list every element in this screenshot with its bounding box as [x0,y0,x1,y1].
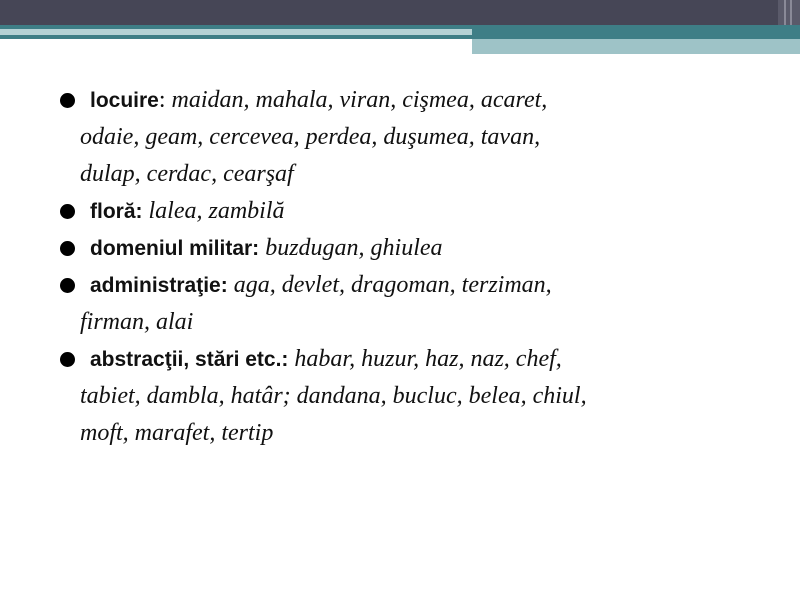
item-words: moft, marafet, tertip [80,420,274,446]
item-label: domeniul militar: [90,237,260,260]
bullet-icon [60,278,75,293]
item-words: habar, huzur, haz, naz, chef, [294,346,562,372]
header-accent-tab-light [472,39,800,54]
bullet-icon [60,204,75,219]
item-words: firman, alai [80,309,194,335]
header-bar-corner [778,0,800,25]
item-label: locuire [90,89,159,112]
list-item [60,267,760,341]
item-words: maidan, mahala, viran, cişmea, acaret, [171,87,548,113]
header-accent-highlight [0,29,472,35]
bullet-icon [60,93,75,108]
list-item [60,193,760,230]
bullet-icon [60,241,75,256]
item-label: administraţie: [90,274,228,297]
item-words: dulap, cerdac, cearşaf [80,161,294,187]
list-item [60,341,760,452]
item-words: tabiet, dambla, hatâr; dandana, bucluc, belea, chiul, [80,383,587,409]
item-words: lalea, zambilă [148,198,285,224]
header-bar [0,0,800,25]
item-label: floră: [90,200,143,223]
bullet-list [60,82,760,452]
list-item: locuire: maidan, mahala, viran, cişmea, acaret, odaie, geam, cercevea, perdea, duşumea, tavan, dulap, cerdac, cearşaf [60,82,760,193]
bullet-icon [60,352,75,367]
item-words: odaie, geam, cercevea, perdea, duşumea, tavan, [80,124,541,150]
item-words: aga, devlet, dragoman, terziman, [233,272,552,298]
list-item [60,230,760,267]
item-words: buzdugan, ghiulea [265,235,443,261]
item-label: abstracţii, stări etc.: [90,348,289,371]
